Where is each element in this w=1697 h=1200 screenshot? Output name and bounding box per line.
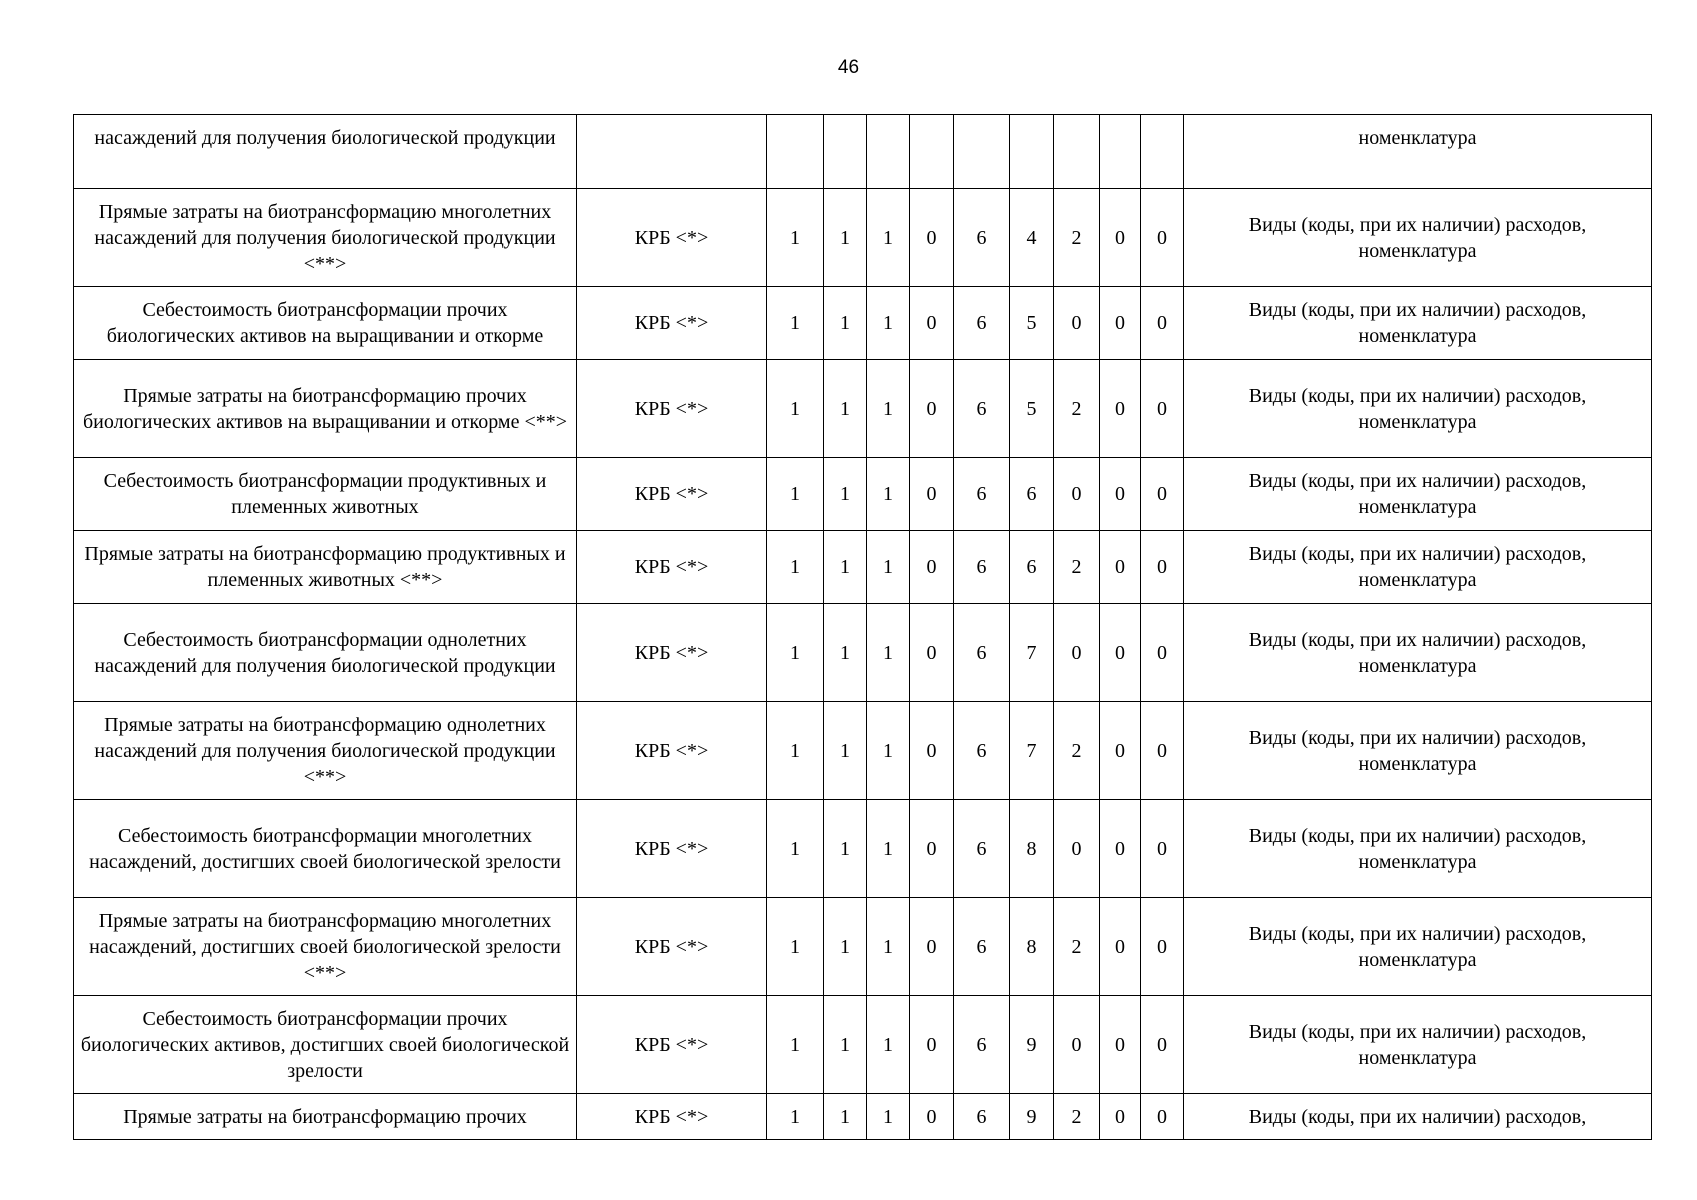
account-code-digit: 1	[824, 458, 867, 531]
row-name-cell: насаждений для получения биологической продукции	[74, 115, 577, 189]
account-code-digit: 0	[1054, 996, 1100, 1094]
row-name-cell: Прямые затраты на биотрансформацию многолетних насаждений, достигших своей биологической зрелости <**>	[74, 898, 577, 996]
account-code-digit: 0	[910, 898, 954, 996]
row-name-cell: Прямые затраты на биотрансформацию прочих биологических активов на выращивании и откорме <**>	[74, 360, 577, 458]
row-basis-cell: КРБ <*>	[577, 360, 767, 458]
row-basis-cell: КРБ <*>	[577, 531, 767, 604]
account-code-digit: 6	[1010, 531, 1054, 604]
account-code-digit: 1	[767, 531, 824, 604]
row-analytics-cell: номенклатура	[1184, 115, 1652, 189]
row-name-cell: Прямые затраты на биотрансформацию однолетних насаждений для получения биологической продукции <**>	[74, 702, 577, 800]
row-analytics-cell: Виды (коды, при их наличии) расходов, номенклатура	[1184, 189, 1652, 287]
row-name-cell: Прямые затраты на биотрансформацию продуктивных и племенных животных <**>	[74, 531, 577, 604]
account-code-digit: 0	[1141, 898, 1184, 996]
row-analytics-cell: Виды (коды, при их наличии) расходов,	[1184, 1094, 1652, 1140]
account-code-digit: 2	[1054, 898, 1100, 996]
row-name-cell: Себестоимость биотрансформации прочих биологических активов на выращивании и откорме	[74, 287, 577, 360]
account-code-digit: 0	[1141, 1094, 1184, 1140]
account-code-digit: 4	[1010, 189, 1054, 287]
account-code-digit: 1	[767, 360, 824, 458]
row-name-cell: Себестоимость биотрансформации однолетних насаждений для получения биологической продукции	[74, 604, 577, 702]
account-code-digit: 0	[1141, 702, 1184, 800]
account-code-digit	[1010, 115, 1054, 189]
account-code-digit	[910, 115, 954, 189]
account-code-digit: 1	[824, 996, 867, 1094]
account-code-digit: 0	[910, 360, 954, 458]
row-name-cell: Себестоимость биотрансформации прочих биологических активов, достигших своей биологической зрелости	[74, 996, 577, 1094]
row-analytics-cell: Виды (коды, при их наличии) расходов, номенклатура	[1184, 800, 1652, 898]
account-code-digit: 1	[867, 287, 910, 360]
row-basis-cell: КРБ <*>	[577, 287, 767, 360]
account-code-digit: 1	[767, 800, 824, 898]
account-code-digit: 0	[1100, 531, 1141, 604]
table-row	[74, 702, 1652, 800]
account-code-digit: 1	[767, 702, 824, 800]
account-code-digit: 1	[767, 996, 824, 1094]
account-code-digit: 6	[954, 800, 1010, 898]
account-code-digit: 1	[824, 898, 867, 996]
table-row	[74, 189, 1652, 287]
account-code-digit: 6	[954, 531, 1010, 604]
row-basis-cell	[577, 115, 767, 189]
row-basis-cell: КРБ <*>	[577, 800, 767, 898]
account-code-digit: 0	[1100, 1094, 1141, 1140]
account-code-digit: 0	[1100, 189, 1141, 287]
account-code-digit: 0	[1100, 702, 1141, 800]
account-code-digit: 0	[1141, 800, 1184, 898]
account-code-digit: 0	[1054, 604, 1100, 702]
account-code-digit: 0	[910, 996, 954, 1094]
account-code-digit: 6	[954, 189, 1010, 287]
table-row	[74, 996, 1652, 1094]
account-code-digit: 5	[1010, 287, 1054, 360]
row-analytics-cell: Виды (коды, при их наличии) расходов, номенклатура	[1184, 702, 1652, 800]
account-code-digit: 0	[1100, 458, 1141, 531]
account-code-digit: 1	[867, 1094, 910, 1140]
account-code-digit: 6	[954, 996, 1010, 1094]
account-code-digit: 1	[867, 800, 910, 898]
account-code-digit: 1	[767, 458, 824, 531]
row-analytics-cell: Виды (коды, при их наличии) расходов, номенклатура	[1184, 898, 1652, 996]
account-code-digit: 9	[1010, 1094, 1054, 1140]
account-code-digit	[1100, 115, 1141, 189]
account-code-digit: 0	[1100, 800, 1141, 898]
account-code-digit: 1	[824, 360, 867, 458]
table-row	[74, 1094, 1652, 1140]
table-row	[74, 531, 1652, 604]
account-code-digit: 8	[1010, 898, 1054, 996]
account-code-digit: 6	[954, 287, 1010, 360]
account-code-digit	[824, 115, 867, 189]
row-basis-cell: КРБ <*>	[577, 702, 767, 800]
account-code-digit: 1	[824, 1094, 867, 1140]
account-code-digit: 2	[1054, 1094, 1100, 1140]
account-code-digit: 1	[824, 287, 867, 360]
account-code-digit: 0	[910, 189, 954, 287]
account-code-digit: 0	[1054, 800, 1100, 898]
account-code-digit: 1	[867, 702, 910, 800]
account-code-digit: 1	[867, 898, 910, 996]
row-basis-cell: КРБ <*>	[577, 458, 767, 531]
account-code-digit: 2	[1054, 702, 1100, 800]
account-code-digit	[954, 115, 1010, 189]
row-basis-cell: КРБ <*>	[577, 604, 767, 702]
account-code-digit	[1141, 115, 1184, 189]
account-code-digit: 6	[954, 458, 1010, 531]
account-code-digit: 1	[867, 458, 910, 531]
account-code-digit: 0	[910, 458, 954, 531]
row-name-cell: Прямые затраты на биотрансформацию многолетних насаждений для получения биологической продукции <**>	[74, 189, 577, 287]
account-code-digit: 0	[1100, 287, 1141, 360]
account-code-digit: 9	[1010, 996, 1054, 1094]
row-analytics-cell: Виды (коды, при их наличии) расходов, номенклатура	[1184, 996, 1652, 1094]
account-code-digit: 1	[867, 531, 910, 604]
account-code-digit: 0	[1141, 604, 1184, 702]
account-code-digit	[867, 115, 910, 189]
account-table	[73, 114, 1652, 1140]
account-code-digit: 0	[1100, 360, 1141, 458]
account-code-digit: 0	[1141, 360, 1184, 458]
table-row	[74, 800, 1652, 898]
account-code-digit: 0	[910, 1094, 954, 1140]
row-basis-cell: КРБ <*>	[577, 1094, 767, 1140]
table-body	[74, 115, 1652, 1140]
account-code-digit: 6	[954, 1094, 1010, 1140]
account-code-digit: 0	[1054, 287, 1100, 360]
account-code-digit: 7	[1010, 604, 1054, 702]
account-code-digit: 6	[954, 604, 1010, 702]
row-analytics-cell: Виды (коды, при их наличии) расходов, номенклатура	[1184, 531, 1652, 604]
row-analytics-cell: Виды (коды, при их наличии) расходов, номенклатура	[1184, 604, 1652, 702]
account-code-digit	[1054, 115, 1100, 189]
account-code-digit: 0	[1100, 996, 1141, 1094]
account-code-digit: 7	[1010, 702, 1054, 800]
table-row	[74, 115, 1652, 189]
account-code-digit: 1	[867, 604, 910, 702]
account-code-digit: 0	[1141, 287, 1184, 360]
account-code-digit: 2	[1054, 360, 1100, 458]
table-row	[74, 898, 1652, 996]
account-code-digit: 2	[1054, 531, 1100, 604]
account-code-digit: 1	[767, 1094, 824, 1140]
account-code-digit: 1	[767, 189, 824, 287]
account-code-digit: 1	[824, 531, 867, 604]
account-code-digit: 8	[1010, 800, 1054, 898]
account-code-digit: 6	[954, 898, 1010, 996]
table-row	[74, 458, 1652, 531]
account-code-digit: 6	[954, 360, 1010, 458]
account-code-digit: 1	[767, 287, 824, 360]
account-code-digit: 2	[1054, 189, 1100, 287]
row-name-cell: Себестоимость биотрансформации продуктивных и племенных животных	[74, 458, 577, 531]
table-row	[74, 360, 1652, 458]
account-code-digit: 0	[1054, 458, 1100, 531]
account-code-digit: 1	[767, 898, 824, 996]
account-code-digit: 0	[1100, 898, 1141, 996]
account-code-digit: 0	[910, 604, 954, 702]
account-code-digit: 1	[867, 189, 910, 287]
account-code-digit	[767, 115, 824, 189]
account-code-digit: 0	[1141, 531, 1184, 604]
row-basis-cell: КРБ <*>	[577, 189, 767, 287]
account-code-digit: 0	[1141, 189, 1184, 287]
account-code-digit: 1	[867, 360, 910, 458]
account-code-digit: 0	[910, 531, 954, 604]
row-analytics-cell: Виды (коды, при их наличии) расходов, номенклатура	[1184, 360, 1652, 458]
account-code-digit: 6	[1010, 458, 1054, 531]
row-basis-cell: КРБ <*>	[577, 898, 767, 996]
account-code-digit: 0	[910, 702, 954, 800]
account-code-digit: 0	[1141, 458, 1184, 531]
account-code-digit: 1	[824, 604, 867, 702]
row-name-cell: Прямые затраты на биотрансформацию прочих	[74, 1094, 577, 1140]
row-analytics-cell: Виды (коды, при их наличии) расходов, номенклатура	[1184, 458, 1652, 531]
table-row	[74, 604, 1652, 702]
account-code-digit: 1	[867, 996, 910, 1094]
account-code-digit: 1	[824, 189, 867, 287]
account-code-digit: 0	[910, 800, 954, 898]
account-code-digit: 6	[954, 702, 1010, 800]
account-code-digit: 0	[910, 287, 954, 360]
account-code-digit: 0	[1100, 604, 1141, 702]
account-code-digit: 1	[767, 604, 824, 702]
table-row	[74, 287, 1652, 360]
page-number: 46	[837, 57, 860, 78]
account-code-digit: 0	[1141, 996, 1184, 1094]
account-code-digit: 5	[1010, 360, 1054, 458]
row-analytics-cell: Виды (коды, при их наличии) расходов, номенклатура	[1184, 287, 1652, 360]
account-code-digit: 1	[824, 800, 867, 898]
account-code-digit: 1	[824, 702, 867, 800]
row-name-cell: Себестоимость биотрансформации многолетних насаждений, достигших своей биологической зрелости	[74, 800, 577, 898]
row-basis-cell: КРБ <*>	[577, 996, 767, 1094]
